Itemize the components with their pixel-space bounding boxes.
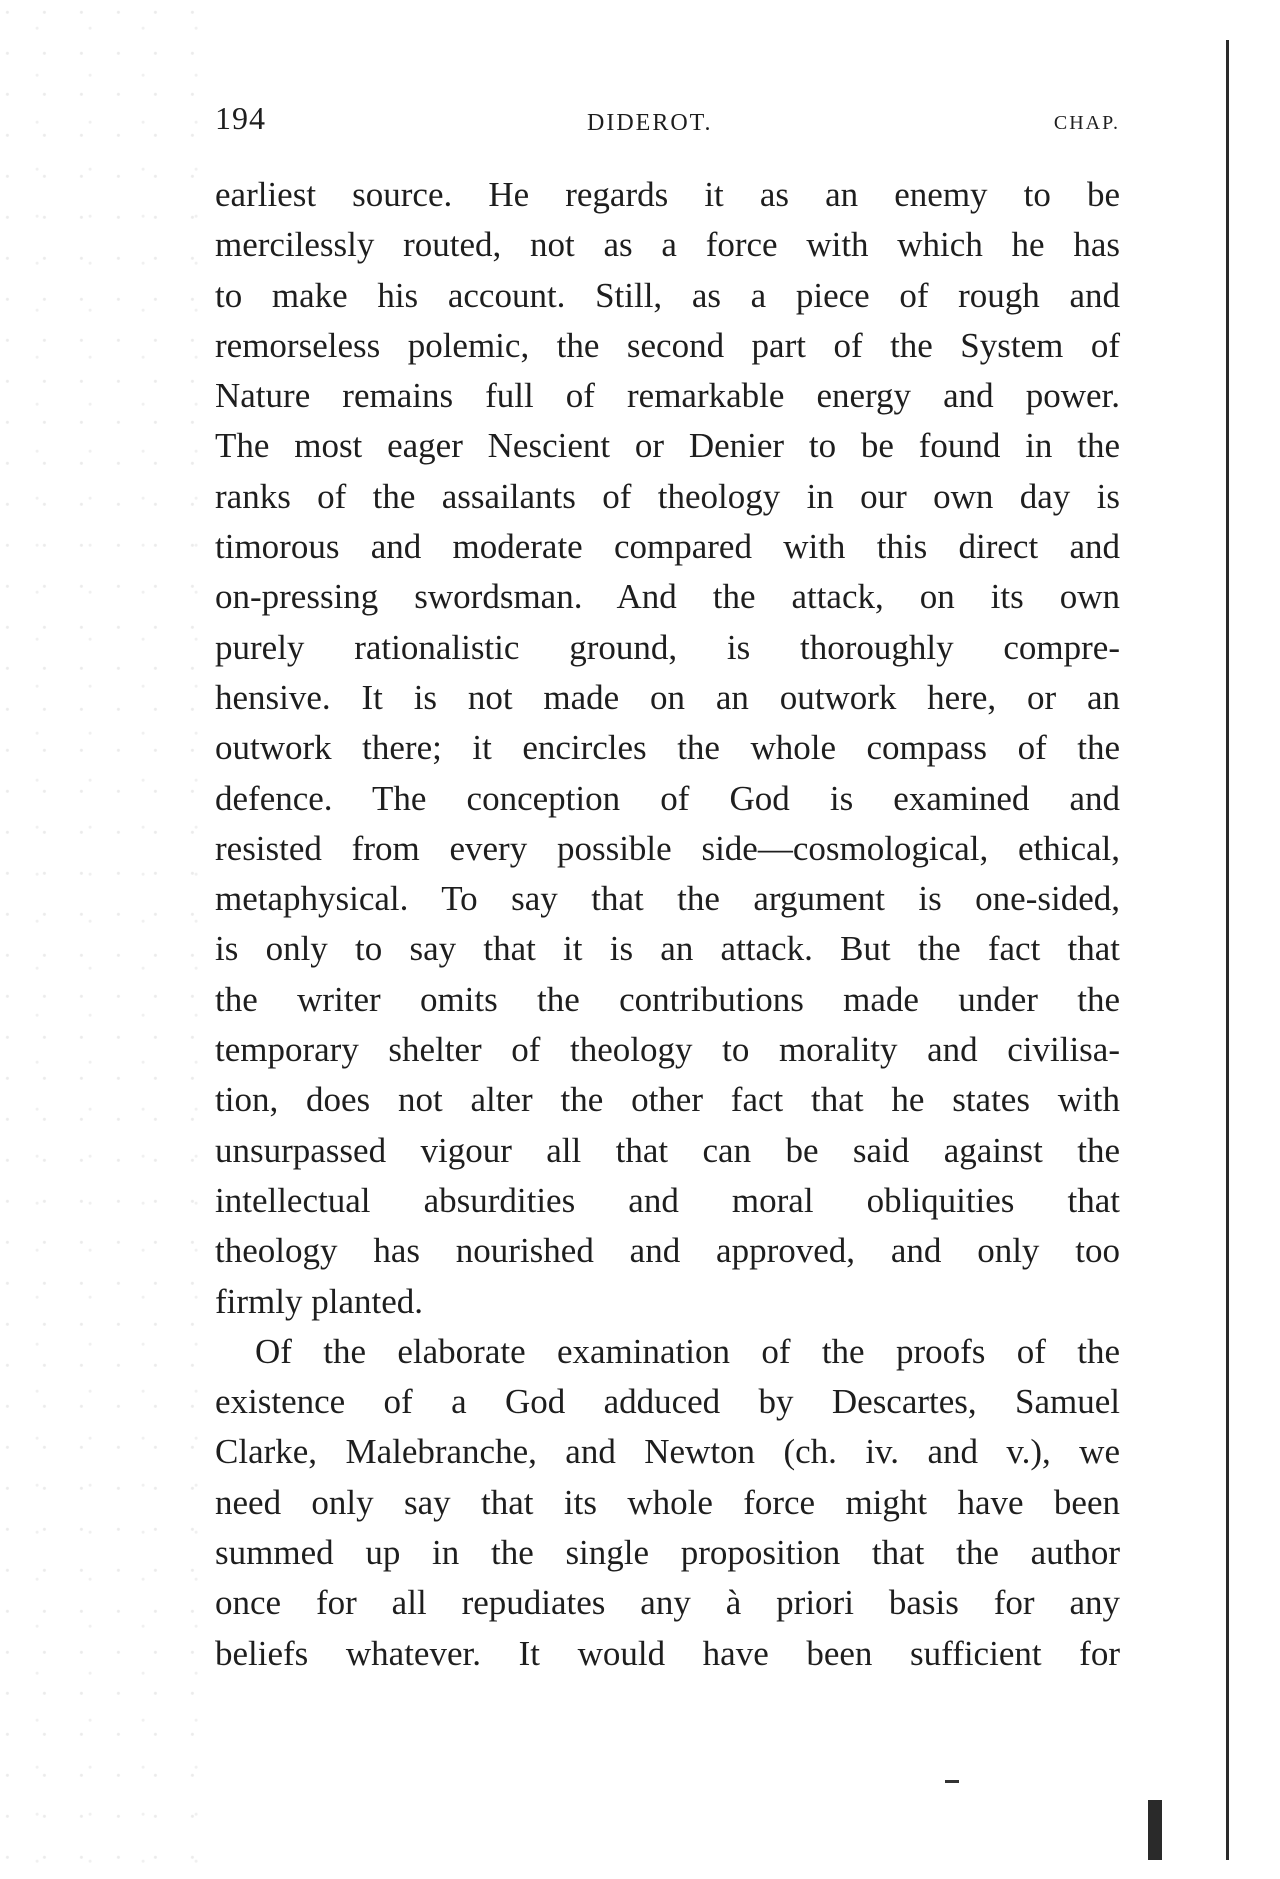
running-title: DIDEROT. <box>587 110 713 136</box>
text-line: resisted from every possible side—cosmological, ethical, <box>215 828 1120 868</box>
text-line: Clarke, Malebranche, and Newton (ch. iv. and v.), we <box>215 1432 1120 1472</box>
text-line: earliest source. He regards it as an enemy to be <box>215 175 1120 214</box>
text-line: beliefs whatever. It would have been sufficient for <box>215 1633 1120 1673</box>
text-line: summed up in the single proposition that the author <box>215 1533 1120 1573</box>
body-text <box>215 170 1120 1679</box>
text-line: intellectual absurdities and moral obliquities that <box>215 1180 1120 1220</box>
text-line: the writer omits the contributions made under the <box>215 979 1120 1019</box>
text-line: The most eager Nescient or Denier to be found in the <box>215 426 1120 466</box>
text-line: purely rationalistic ground, is thoroughly compre- <box>215 627 1120 667</box>
text-line: once for all repudiates any à priori basis for any <box>215 1583 1120 1623</box>
text-line: outwork there; it encircles the whole compass of the <box>215 728 1120 768</box>
text-line: theology has nourished and approved, and only too <box>215 1231 1120 1271</box>
text-line: mercilessly routed, not as a force with which he has <box>215 225 1120 265</box>
text-line: unsurpassed vigour all that can be said against the <box>215 1130 1120 1170</box>
text-line: to make his account. Still, as a piece of rough and <box>215 275 1120 315</box>
text-line: on-pressing swordsman. And the attack, on its own <box>215 577 1120 617</box>
text-line: Of the elaborate examination of the proofs of the <box>255 1331 1120 1371</box>
binding-mark <box>1148 1800 1162 1860</box>
page-number: 194 <box>215 100 266 136</box>
text-line: remorseless polemic, the second part of the System of <box>215 325 1120 365</box>
text-line: is only to say that it is an attack. But the fact that <box>215 929 1120 969</box>
text-line: hensive. It is not made on an outwork here, or an <box>215 677 1120 717</box>
page-edge-rule <box>1226 40 1229 1860</box>
chapter-label: CHAP. <box>1053 112 1120 134</box>
text-line: firmly planted. <box>215 1281 424 1321</box>
text-line: temporary shelter of theology to morality and civilisa- <box>215 1030 1120 1070</box>
text-line: existence of a God adduced by Descartes, Samuel <box>215 1382 1120 1422</box>
text-line: need only say that its whole force might have been <box>215 1482 1120 1522</box>
text-line: tion, does not alter the other fact that he states with <box>215 1080 1120 1120</box>
text-line: Nature remains full of remarkable energy and power. <box>215 376 1120 416</box>
running-header <box>215 100 1120 140</box>
text-line: timorous and moderate compared with this direct and <box>215 527 1120 567</box>
text-line: metaphysical. To say that the argument is one-sided, <box>215 879 1120 919</box>
text-line: defence. The conception of God is examined and <box>215 778 1120 818</box>
text-line: ranks of the assailants of theology in our own day is <box>215 476 1120 516</box>
print-mark <box>945 1780 959 1783</box>
gutter-speckle <box>0 0 200 1879</box>
